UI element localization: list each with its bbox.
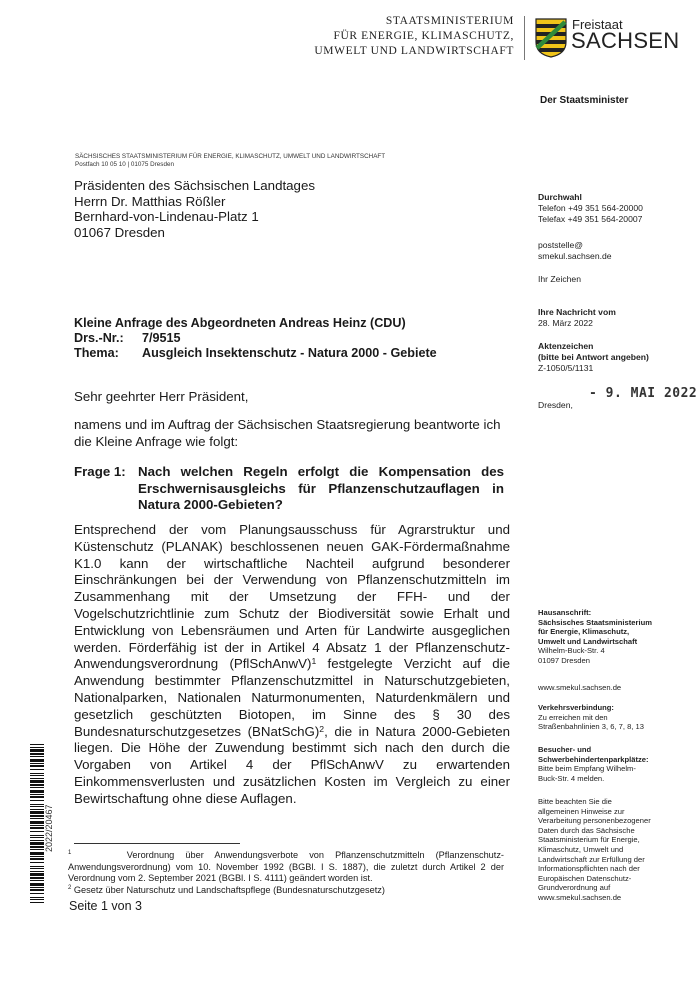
recipient-line-2: Herrn Dr. Matthias Rößler [74, 193, 226, 209]
email-line-2: smekul.sachsen.de [538, 251, 612, 261]
saxony-coat-of-arms-icon [535, 18, 567, 58]
drs-value: 7/9515 [142, 331, 181, 345]
hausanschrift-line-3: Umwelt und Landwirtschaft [538, 636, 638, 646]
barcode-number: 2022/20467 [44, 804, 54, 852]
ihr-zeichen-label: Ihr Zeichen [538, 274, 581, 284]
verkehr-line-2: Straßenbahnlinien 3, 6, 7, 8, 13 [538, 722, 644, 732]
sidebar-address [538, 608, 652, 666]
telefon: Telefon +49 351 564-20000 [538, 203, 643, 213]
ihre-nachricht-date: 28. März 2022 [538, 318, 593, 328]
email-block [538, 240, 612, 262]
subject-block [74, 316, 437, 361]
ihre-nachricht-label: Ihre Nachricht vom [538, 307, 616, 317]
aktenzeichen-block [538, 341, 649, 374]
hausanschrift-label: Hausanschrift: [538, 608, 592, 617]
parking-label-1: Besucher- und [538, 745, 592, 754]
barcode-icon [30, 744, 44, 904]
sidebar-parking [538, 745, 649, 783]
date-stamp: - 9. MAI 2022 [589, 386, 698, 401]
parking-line-2: Buck-Str. 4 melden. [538, 773, 605, 783]
privacy-line-4: Daten durch das Sächsische [538, 825, 635, 835]
aktenzeichen-value: Z-1050/5/1131 [538, 363, 594, 373]
footnote-1 [68, 850, 504, 885]
header-divider [524, 16, 525, 60]
privacy-line-5: Staatsministerium für Energie, [538, 835, 640, 845]
question-label: Frage 1: [74, 464, 126, 479]
privacy-line-11: www.smekul.sachsen.de [538, 892, 622, 902]
thema-row [74, 346, 437, 361]
thema-label: Thema: [74, 346, 119, 360]
footnote-1-number: 1 [68, 850, 72, 856]
ministry-line-2: FÜR ENERGIE, KLIMASCHUTZ, [333, 30, 514, 42]
logo-sachsen-text: SACHSEN [571, 28, 680, 53]
privacy-line-9: Europäischen Datenschutz- [538, 873, 632, 883]
ministry-line-3: UMWELT UND LANDWIRTSCHAFT [314, 45, 514, 57]
parking-label-2: Schwerbehindertenparkplätze: [538, 754, 649, 764]
address-line-1: Wilhelm-Buck-Str. 4 [538, 646, 605, 656]
verkehr-label: Verkehrsverbindung: [538, 703, 614, 712]
privacy-line-7: Landwirtschaft zur Erfüllung der [538, 854, 645, 864]
ihre-nachricht-block [538, 307, 616, 329]
sender-title: Der Staatsminister [540, 95, 629, 106]
page-number: Seite 1 von 3 [69, 899, 142, 913]
footnote-2-text: Gesetz über Naturschutz und Landschaftspflege (Bundesnaturschutzgesetz) [73, 885, 385, 895]
answer-part-1: Entsprechend der vom Planungsausschuss für Agrarstruktur und Küstenschutz (PLANAK) beschlossenen neuen GAK-Fördermaßnahme K1.0 kann der wirtschaftliche Nachteil aufgrund besonderer Einschränkungen bei der Verwendung von Pflanzenschutzmitteln im Zusammenhang mit der Umsetzung der FFH- und der Vogelschutzrichtlinie zum Schutz der Biodiversität sowie Erhalt und Entwicklung von Lebensräumen und Arten für Landwirte ausgeglichen werden. Förderfähig ist der in Artikel 4 Absatz 1 der Pflanzenschutz-Anwendungsverordnung (PflSchAnwV) [74, 522, 510, 672]
aktenzeichen-label: Aktenzeichen [538, 341, 594, 351]
email-line-1: poststelle@ [538, 240, 584, 250]
footnote-ref-1: 1 [311, 656, 317, 667]
aktenzeichen-note: (bitte bei Antwort angeben) [538, 352, 649, 362]
footnote-2-number: 2 [68, 885, 72, 891]
intro-paragraph: namens und im Auftrag der Sächsischen Staatsregierung beantworte ich die Kleine Anfrage wie folgt: [74, 417, 501, 449]
privacy-line-10: Grundverordnung auf [538, 883, 611, 893]
sender-line-2: Postfach 10 05 10 | 01075 Dresden [75, 161, 174, 168]
footnote-divider [74, 843, 240, 844]
answer-paragraph [74, 522, 510, 808]
recipient-line-3: Bernhard-von-Lindenau-Platz 1 [74, 209, 259, 224]
privacy-line-2: allgemeinen Hinweise zur [538, 806, 625, 816]
question-text: Nach welchen Regeln erfolgt die Kompensation des Erschwernisausgleichs für Pflanzenschutzauflagen in Natura 2000-Gebieten? [138, 464, 504, 512]
footnote-1-text: Verordnung über Anwendungsverbote von Pflanzenschutzmitteln (Pflanzenschutz-Anwendungsverordnung) vom 10. November 1992 (BGBl. I S. 1887), die zuletzt durch Artikel 2 der Verordnung vom 2. September 2021 (BGBl. I S. 4111) geändert worden ist. [68, 850, 504, 883]
recipient-address [74, 178, 315, 240]
answer-part-2: festgelegte Verzicht auf die Anwendung bestimmter Pflanzenschutzmittel in Naturschutzgebieten, Nationalparken, Nationalen Naturmonumenten, Naturdenkmälern und gesetzlich geschützten Biotopen, im Sinne des § 30 des Bundesnaturschutzgesetzes (BNatSchG) [74, 656, 510, 739]
sidebar-privacy [538, 797, 651, 903]
logo-freistaat-text: Freistaat [572, 17, 623, 32]
sidebar-transport [538, 703, 644, 732]
recipient-line-4: 01067 Dresden [74, 224, 165, 240]
footnote-2 [68, 885, 504, 897]
sender-address [75, 153, 385, 169]
dresden-label: Dresden, [538, 400, 573, 410]
drs-row [74, 331, 437, 346]
ministry-line-1: STAATSMINISTERIUM [385, 15, 514, 27]
footnote-ref-2: 2 [319, 723, 325, 734]
sender-line-1: SÄCHSISCHES STAATSMINISTERIUM FÜR ENERGIE, KLIMASCHUTZ, UMWELT UND LANDWIRTSCHAFT [75, 153, 386, 160]
privacy-line-3: Verarbeitung personenbezogener [538, 816, 651, 826]
hausanschrift-line-1: Sächsisches Staatsministerium [538, 617, 652, 627]
thema-value: Ausgleich Insektenschutz - Natura 2000 - Gebiete [142, 346, 437, 360]
telefax: Telefax +49 351 564-20007 [538, 214, 643, 224]
durchwahl-label: Durchwahl [538, 192, 582, 202]
hausanschrift-line-2: für Energie, Klimaschutz, [538, 627, 630, 637]
sidebar-website: www.smekul.sachsen.de [538, 683, 622, 692]
contact-block [538, 192, 643, 225]
drs-label: Drs.-Nr.: [74, 331, 124, 345]
parking-line-1: Bitte beim Empfang Wilhelm- [538, 764, 636, 774]
privacy-line-1: Bitte beachten Sie die [538, 797, 612, 806]
recipient-line-1: Präsidenten des Sächsischen Landtages [74, 178, 315, 193]
privacy-line-6: Klimaschutz, Umwelt und [538, 844, 624, 854]
greeting: Sehr geehrter Herr Präsident, [74, 389, 249, 404]
privacy-line-8: Informationspflichten nach der [538, 864, 640, 874]
address-line-2: 01097 Dresden [538, 655, 590, 665]
subject-title: Kleine Anfrage des Abgeordneten Andreas Heinz (CDU) [74, 316, 406, 330]
answer-part-3: , die in Natura 2000-Gebieten liegen. Die Höhe der Zuwendung bestimmt sich nach den durch die Vorgaben von Artikel 4 der PflSchAnwV zu erwartenden Einkommensverlusten und zusätzlichen Kosten im Vergleich zu einer Bewirtschaftung ohne diese Auflagen. [74, 723, 511, 806]
verkehr-line-1: Zu erreichen mit den [538, 712, 608, 722]
ministry-name [314, 14, 514, 59]
